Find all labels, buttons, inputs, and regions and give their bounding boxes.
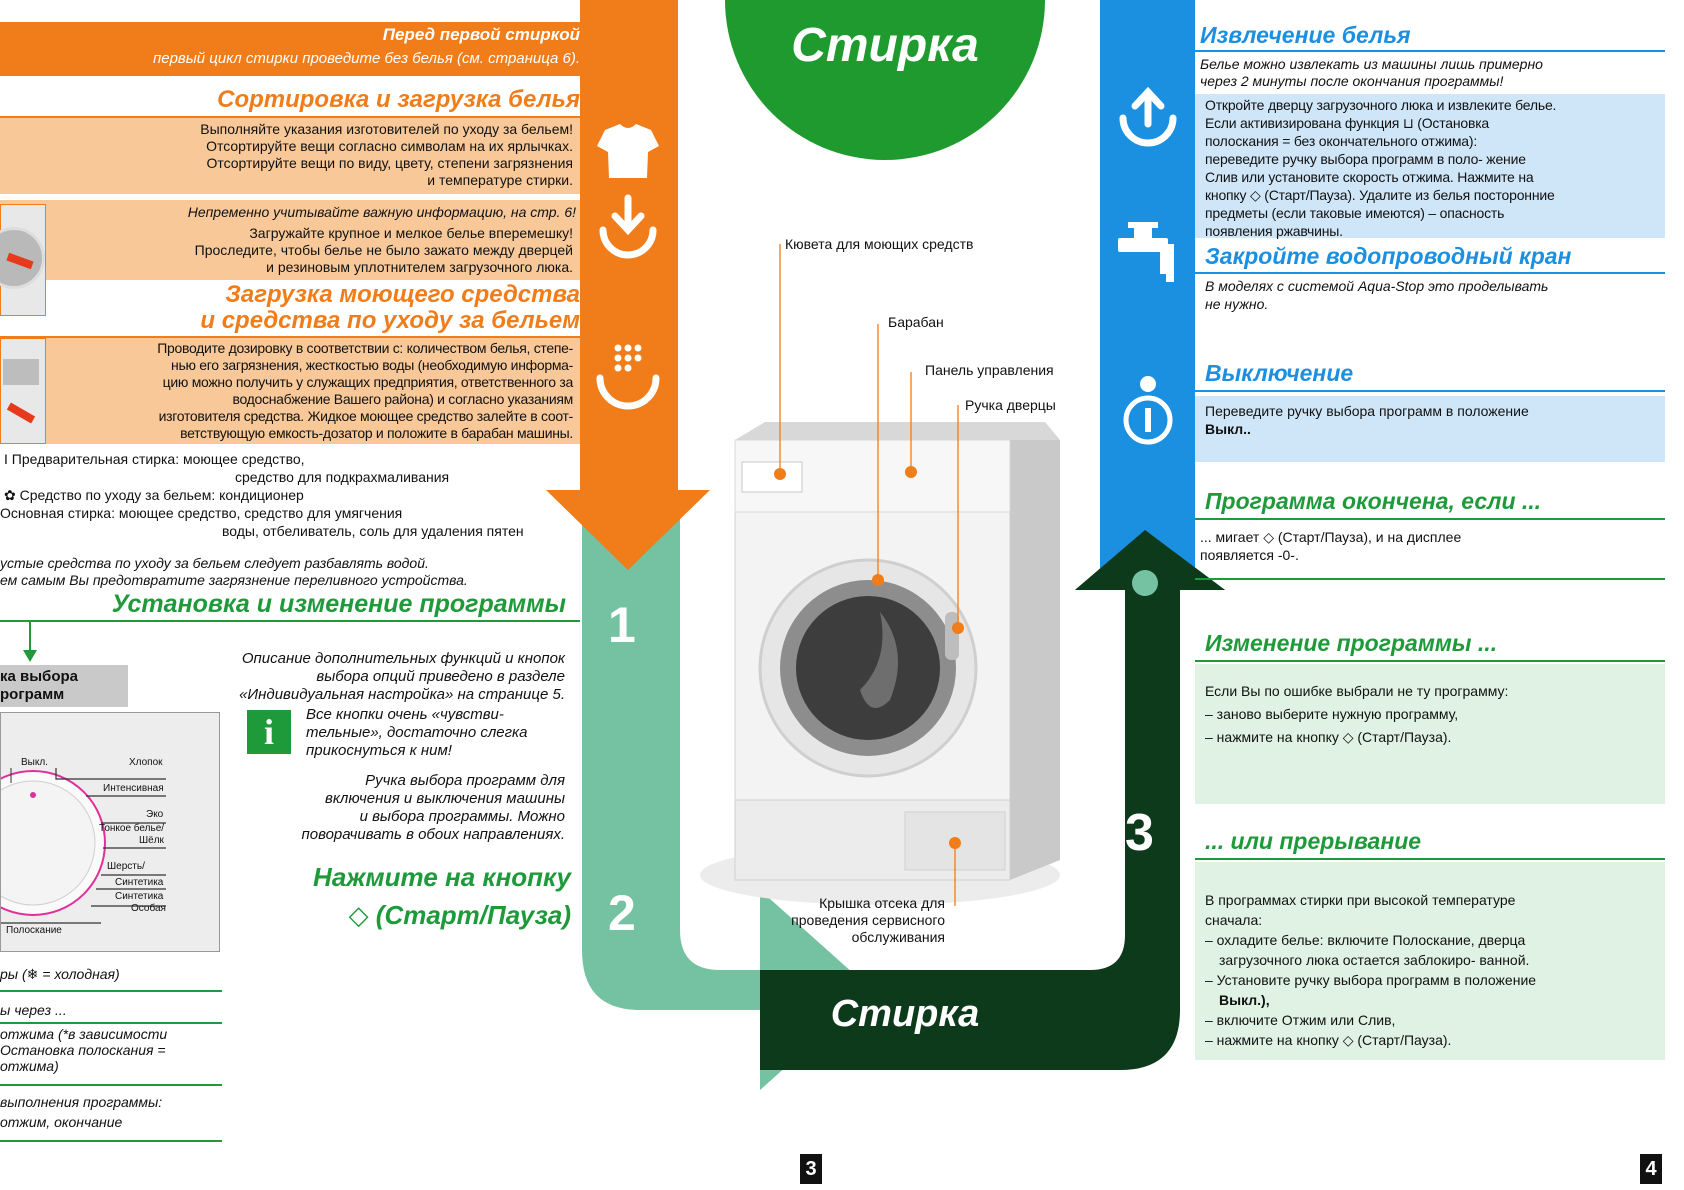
sorting-text: Выполняйте указания изготовителей по уходу за бельем! Отсортируйте вещи согласно символам на их ярлычках. Отсортируйте вещи по виду, цвету, степени загрязнения и температуре стирки. (200, 121, 573, 188)
detergent-note-1: устые средства по уходу за бельем следует разбавлять водой. (0, 555, 429, 571)
step-2-number: 2 (608, 885, 636, 941)
loading-text: Загружайте крупное и мелкое белье вперемешку! Проследите, чтобы белье не было зажато между дверцей и резиновым уплотнителем загрузочного люка. (194, 225, 573, 275)
detergent-text: Проводите дозировку в соответствии с: количеством белья, степе- нью его загрязнения, жесткостью воды (необходимую информа- цию можно получить у служащих предприятия, ответственного за водоснабжение Вашего района) и согласно указаниям изготовителя средства. Жидкое моющее средство залейте в соот- ветствующую емкость-дозатор и положите в барабан машины. (157, 340, 573, 441)
off-text: Переведите ручку выбора программ в положение Выкл.. (1205, 403, 1529, 437)
selector-label-box: ка выбора рограмм (0, 665, 128, 707)
bottom-title: Стирка (830, 993, 980, 1035)
change-text: Если Вы по ошибке выбрали не ту программу: – заново выберите нужную программу, – нажмите на кнопку ◇ (Старт/Пауза). (1205, 683, 1509, 745)
callout-door-handle: Ручка дверцы (965, 397, 1056, 413)
detergent-title-1: Загрузка моющего средства (225, 281, 580, 308)
interrupt-title: ... или прерывание (1205, 828, 1422, 854)
sorting-title: Сортировка и загрузка белья (217, 86, 580, 113)
program-title: Установка и изменение программы (111, 590, 566, 618)
knob-description: Ручка выбора программ для включения и выключения машины и выбора программы. Можно поворачивать в обоих направлениях. (301, 772, 565, 843)
page-number-4: 4 (1640, 1154, 1662, 1184)
selector-arrow-icon (20, 622, 40, 664)
program-dial-panel: Выкл. Хлопок Интенсивная Эко Тонкое белье/ Шёлк Шерсть/ Синтетика Синтетика Особая Полоскание (0, 712, 220, 952)
before-first-wash-title: Перед первой стиркой (382, 25, 580, 44)
bottom-line-3: отжима (*в зависимости Остановка полоскания = отжима) (0, 1026, 168, 1074)
press-start-title-2: ◇ (Старт/Пауза) (348, 900, 571, 930)
step-1-number: 1 (608, 597, 636, 653)
loading-photo (0, 204, 46, 316)
info-icon: i (247, 710, 291, 754)
finished-text: ... мигает ◇ (Старт/Пауза), и на дисплее появляется -0-. (1200, 529, 1462, 563)
info-note: Все кнопки очень «чувстви- тельные», достаточно слегка прикоснуться к ним! (306, 706, 528, 759)
bottom-line-1: ры (❄ = холодная) (0, 966, 120, 982)
callout-drum: Барабан (888, 314, 944, 330)
tap-title: Закройте водопроводный кран (1205, 243, 1572, 269)
removal-intro: Белье можно извлекать из машины лишь примерно через 2 минуты после окончания программы! (1200, 56, 1543, 89)
detergent-photo (0, 338, 46, 444)
important-note: Непременно учитывайте важную информацию, на стр. 6! (187, 204, 576, 220)
callout-detergent-drawer: Кювета для моющих средств (785, 236, 974, 252)
washing-machine-illustration (700, 244, 1060, 906)
detergent-title-2: и средства по уходу за бельем (200, 307, 580, 334)
callout-control-panel: Панель управления (925, 362, 1054, 378)
press-start-title-1: Нажмите на кнопку (313, 862, 571, 892)
tap-text: В моделях с системой Aqua-Stop это проделывать не нужно. (1205, 278, 1549, 312)
removal-text: Откройте дверцу загрузочного люка и извлеките белье. Если активизирована функция ⊔ (Остановка полоскания = без окончательного отжима): переведите ручку выбора программ в поло- жение Слив или установите скорость отжима. Нажмите на кнопку ◇ (Старт/Пауза). Удалите из белья посторонние предметы (если таковые имеются) – опасность появления ржавчины. (1205, 97, 1557, 239)
program-description: Описание дополнительных функций и кнопок выбора опций приведено в разделе «Индивидуальная настройка» на странице 5. (239, 650, 565, 703)
bottom-line-4: выполнения программы: отжим, окончание (0, 1094, 163, 1130)
top-title: Стирка (791, 19, 979, 72)
detergent-list: I Предварительная стирка: моющее средство, средство для подкрахмаливания ✿ Средство по уходу за бельем: кондиционер Основная стирка: моющее средство, средство для умягчения воды, отбеливатель, соль для удаления пятен (0, 451, 524, 539)
callout-service-cover: Крышка отсека для проведения сервисного обслуживания (791, 895, 945, 945)
finished-title: Программа окончена, если ... (1205, 488, 1542, 514)
step-dot (1132, 570, 1158, 596)
detergent-note-2: ем самым Вы предотвратите загрязнение переливного устройства. (0, 572, 468, 588)
bottom-line-2: ы через ... (0, 1002, 67, 1018)
page-number-3: 3 (800, 1154, 822, 1184)
off-title: Выключение (1205, 360, 1354, 386)
removal-title: Извлечение белья (1200, 22, 1411, 48)
interrupt-text: В программах стирки при высокой температуре сначала: – охладите белье: включите Полоскание, дверца загрузочного люка остается заблокиро- ванной. – Установите ручку выбора программ в положение Выкл.), – включите Отжим или Слив, – нажмите на кнопку ◇ (Старт/Пауза). (1205, 892, 1537, 1048)
before-first-wash-text: первый цикл стирки проведите без белья (см. страница 6). (152, 50, 580, 67)
blue-band (1100, 0, 1195, 575)
change-title: Изменение программы ... (1205, 630, 1498, 656)
step-3-number: 3 (1125, 804, 1154, 862)
